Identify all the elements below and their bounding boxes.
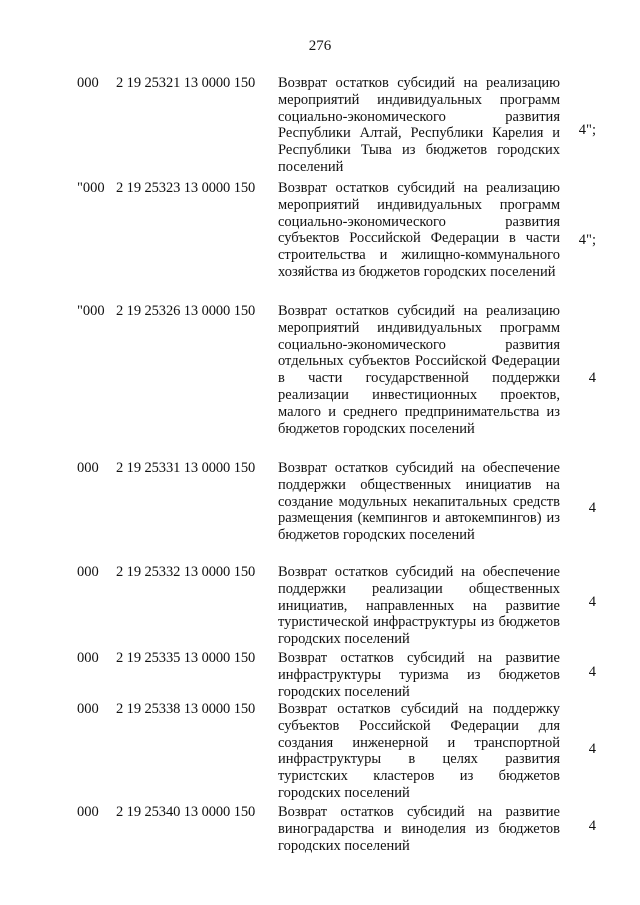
admin-code: 000 (77, 460, 99, 476)
row-term: 4 (588, 500, 596, 516)
row-description: Возврат остатков субсидий на поддержку субъектов Российской Федерации для создания инженерной и транспортной инфраструктуры в целях развития туристских кластеров из бюджетов городских поселений (278, 701, 560, 801)
row-term: 4 (588, 741, 596, 757)
row-description: Возврат остатков субсидий на реализацию мероприятий индивидуальных программ социально-экономического развития субъектов Российской Федерации в части строительства и жилищно-коммунального хозяйства из бюджетов городских поселений (278, 180, 560, 280)
budget-code: 2 19 25335 13 0000 150 (116, 650, 256, 666)
budget-code: 2 19 25332 13 0000 150 (116, 564, 256, 580)
admin-code: "000 (77, 303, 105, 319)
admin-code: 000 (77, 564, 99, 580)
row-term: 4 (588, 664, 596, 680)
admin-code: 000 (77, 804, 99, 820)
row-term: 4"; (578, 232, 596, 248)
row-term: 4 (588, 818, 596, 834)
row-term: 4 (588, 594, 596, 610)
row-term: 4 (588, 370, 596, 386)
row-description: Возврат остатков субсидий на реализацию мероприятий индивидуальных программ социально-экономического развития отдельных субъектов Российской Федерации в части государственной поддержки реализации инвестиционных проектов, малого и среднего предпринимательства из бюджетов городских поселений (278, 303, 560, 437)
admin-code: "000 (77, 180, 105, 196)
admin-code: 000 (77, 701, 99, 717)
row-description: Возврат остатков субсидий на реализацию мероприятий индивидуальных программ социально-экономического развития Республики Алтай, Республики Карелия и Республики Тыва из бюджетов городских поселений (278, 75, 560, 175)
row-description: Возврат остатков субсидий на развитие виноградарства и виноделия из бюджетов городских поселений (278, 804, 560, 854)
budget-code: 2 19 25323 13 0000 150 (116, 180, 256, 196)
row-description: Возврат остатков субсидий на обеспечение поддержки общественных инициатив на создание модульных некапитальных средств размещения (кемпингов и автокемпингов) из бюджетов городских поселений (278, 460, 560, 544)
row-description: Возврат остатков субсидий на развитие инфраструктуры туризма из бюджетов городских поселений (278, 650, 560, 700)
budget-code: 2 19 25338 13 0000 150 (116, 701, 256, 717)
budget-code: 2 19 25340 13 0000 150 (116, 804, 256, 820)
admin-code: 000 (77, 650, 99, 666)
row-term: 4"; (578, 122, 596, 138)
admin-code: 000 (77, 75, 99, 91)
budget-code: 2 19 25326 13 0000 150 (116, 303, 256, 319)
page-number: 276 (308, 38, 332, 54)
budget-code: 2 19 25331 13 0000 150 (116, 460, 256, 476)
row-description: Возврат остатков субсидий на обеспечение поддержки реализации общественных инициатив, направленных на развитие туристической инфраструктуры из бюджетов городских поселений (278, 564, 560, 648)
budget-code: 2 19 25321 13 0000 150 (116, 75, 256, 91)
